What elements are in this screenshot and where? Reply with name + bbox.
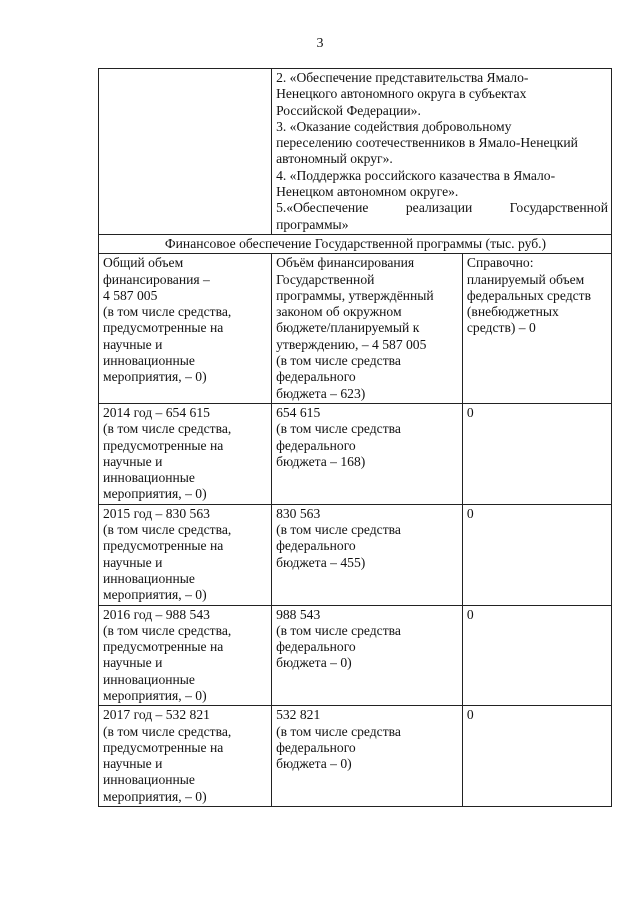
cell-line: (в том числе средства [276,353,401,369]
reference-funding-cell [462,254,611,404]
cell-line: 0 [466,606,474,622]
year-total-cell [99,504,272,605]
financing-summary-row [99,254,612,404]
cell-line: планируемый объем [466,271,585,287]
cell-line: (в том числе средства, [103,304,232,320]
subprogram-line: автономный округ». [276,151,393,167]
subprograms-row [99,69,612,235]
cell-line: федерального [276,538,356,554]
year-reference-cell [462,504,611,605]
financing-header: Финансовое обеспечение Государственной программы (тыс. руб.) [99,234,612,253]
cell-line: мероприятия, – 0) [103,486,207,502]
cell-line: научные и [103,554,163,570]
cell-line: 2017 год – 532 821 [103,707,210,723]
cell-line: 988 543 [276,606,321,622]
cell-line: программы, утверждённый [276,287,434,303]
cell-line: инновационные [103,570,195,586]
cell-line: федерального [276,639,356,655]
year-reference-cell [462,706,611,807]
subprograms-label-cell [99,69,272,235]
cell-line: Справочно: [466,255,534,271]
cell-line: научные и [103,336,163,352]
subprogram-line: Ненецкого автономного округа в субъектах [276,86,527,102]
cell-line: мероприятия, – 0) [103,788,207,804]
financing-year-row [99,504,612,605]
subprograms-list-cell [272,69,612,235]
cell-line: предусмотренные на [103,639,224,655]
total-funding-cell [99,254,272,404]
subprogram-line: 3. «Оказание содействия добровольному [276,118,512,134]
cell-line: 0 [466,505,474,521]
cell-line: научные и [103,655,163,671]
cell-line: предусмотренные на [103,739,224,755]
year-approved-cell [272,605,463,706]
financing-year-row [99,403,612,504]
cell-line: (в том числе средства [276,421,401,437]
page-number: 3 [316,36,324,51]
cell-line: бюджете/планируемый к [276,320,420,336]
cell-line: федерального [276,369,356,385]
cell-line: 2016 год – 988 543 [103,606,210,622]
cell-line: предусмотренные на [103,437,224,453]
cell-line: 0 [466,404,474,420]
cell-line: Общий объем [103,255,184,271]
cell-line: 2015 год – 830 563 [103,505,210,521]
year-reference-cell [462,605,611,706]
subprogram-line: Ненецком автономном округе». [276,184,459,200]
cell-line: финансирования – [103,271,210,287]
cell-line: Государственной [276,271,375,287]
cell-line: (в том числе средства [276,723,401,739]
year-approved-cell [272,706,463,807]
cell-line: Объём финансирования [276,255,415,271]
cell-line: инновационные [103,671,195,687]
cell-line: (в том числе средства, [103,723,232,739]
financing-header-row [99,234,612,253]
subprogram-line: переселению соотечественников в Ямало-Ненецкий [276,135,578,151]
financing-year-row [99,706,612,807]
subprogram-line: 5.«Обеспечение реализации Государственной [276,200,608,216]
cell-line: бюджета – 0) [276,756,352,772]
cell-line: предусмотренные на [103,538,224,554]
cell-line: бюджета – 168) [276,453,366,469]
year-approved-cell [272,504,463,605]
cell-line: (в том числе средства, [103,421,232,437]
cell-line: утверждению, – 4 587 005 [276,336,427,352]
cell-line: бюджета – 455) [276,554,366,570]
cell-line: (в том числе средства [276,522,401,538]
cell-line: научные и [103,756,163,772]
cell-line: (внебюджетных [466,304,559,320]
year-total-cell [99,403,272,504]
cell-line: мероприятия, – 0) [103,687,207,703]
cell-line: 654 615 [276,404,321,420]
cell-line: 4 587 005 [103,287,158,303]
cell-line: 830 563 [276,505,321,521]
cell-line: федерального [276,437,356,453]
cell-line: федерального [276,739,356,755]
program-passport-table [98,68,612,807]
subprogram-line: 2. «Обеспечение представительства Ямало- [276,70,529,85]
subprogram-line: 4. «Поддержка российского казачества в Ямало- [276,167,556,183]
cell-line: (в том числе средства [276,622,401,638]
cell-line: инновационные [103,353,195,369]
cell-line: средств) – 0 [466,320,536,336]
cell-line: мероприятия, – 0) [103,587,207,603]
cell-line: научные и [103,453,163,469]
cell-line: инновационные [103,772,195,788]
cell-line: предусмотренные на [103,320,224,336]
financing-year-row [99,605,612,706]
cell-line: 2014 год – 654 615 [103,404,210,420]
year-total-cell [99,706,272,807]
cell-line: инновационные [103,470,195,486]
year-total-cell [99,605,272,706]
cell-line: законом об окружном [276,304,402,320]
approved-funding-cell [272,254,463,404]
cell-line: 532 821 [276,707,321,723]
subprogram-line: программы» [276,216,349,232]
cell-line: федеральных средств [466,287,592,303]
cell-line: бюджета – 623) [276,385,366,401]
cell-line: (в том числе средства, [103,522,232,538]
subprogram-line: Российской Федерации». [276,102,421,118]
cell-line: бюджета – 0) [276,655,352,671]
cell-line: 0 [466,707,474,723]
year-reference-cell [462,403,611,504]
year-approved-cell [272,403,463,504]
cell-line: мероприятия, – 0) [103,369,207,385]
cell-line: (в том числе средства, [103,622,232,638]
